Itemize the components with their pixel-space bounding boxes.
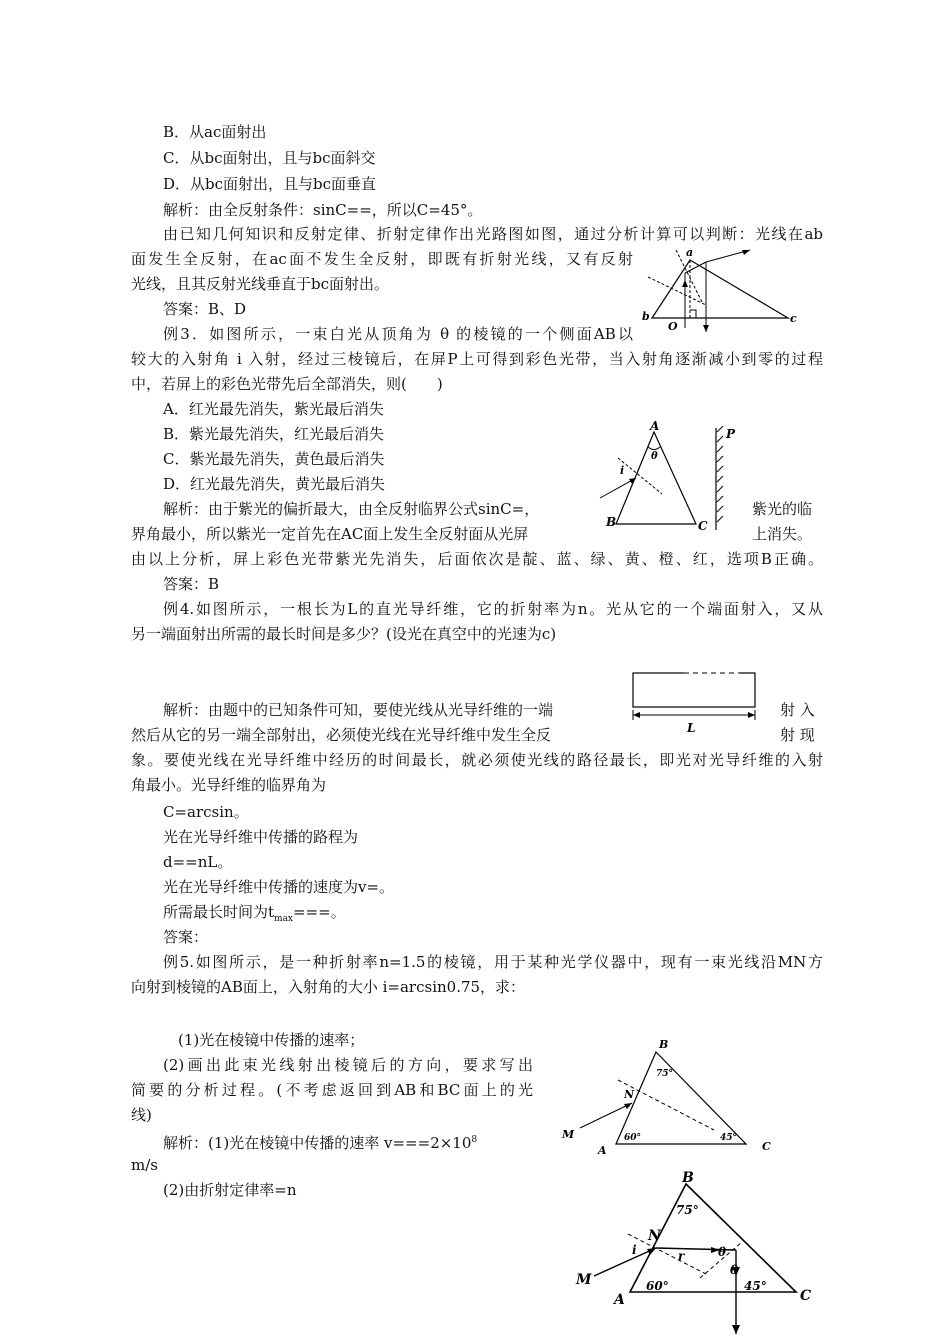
option-d-line: D．从bc面射出，且与bc面垂直 bbox=[163, 175, 377, 193]
analysis-line: 射 现 bbox=[780, 726, 815, 744]
formula-line: 所需最长时间为$t_{max}===$。 bbox=[163, 903, 346, 924]
label-angle-B: 75° bbox=[656, 1069, 674, 1079]
label-i: i bbox=[620, 464, 625, 477]
label-C: C bbox=[800, 1288, 812, 1304]
label-M: M bbox=[562, 1128, 575, 1141]
label-angle-A: 60° bbox=[624, 1133, 642, 1143]
label-N: N bbox=[624, 1088, 635, 1101]
label-theta-1: θ bbox=[718, 1245, 727, 1259]
label-angle-C: 45° bbox=[720, 1133, 738, 1143]
answer-line: 答案： bbox=[163, 928, 209, 946]
label-theta: θ bbox=[651, 451, 658, 462]
option-b-line: B．紫光最先消失，红光最后消失 bbox=[163, 425, 385, 443]
question-line: 简要的分析过程。(不考虑返回到AB和BC面上的光 bbox=[131, 1081, 533, 1099]
analysis-line: 界角最小，所以紫光一定首先在AC面上发生全反射面从光屏 bbox=[131, 525, 529, 543]
answer-line: 答案：B、D bbox=[163, 300, 247, 318]
analysis-line: 然后从它的另一端全部射出，必须使光线在光导纤维中发生全反 bbox=[131, 726, 552, 744]
label-angle-C: 45° bbox=[744, 1279, 767, 1293]
analysis-line: 由已知几何知识和反射定律、折射定律作出光路图如图，通过分析计算可以判断：光线在ab bbox=[163, 225, 823, 243]
label-B: B bbox=[682, 1170, 694, 1186]
figure-prism-75-60-45 bbox=[556, 1038, 786, 1158]
question-line: (2)画出此束光线射出棱镜后的方向，要求写出 bbox=[163, 1056, 533, 1074]
label-a: a bbox=[686, 246, 694, 259]
label-C: C bbox=[762, 1140, 771, 1153]
analysis-line: 象。要使光线在光导纤维中经历的时间最长，就必须使光线的路径最长，即光对光导纤维的入射 bbox=[131, 751, 823, 769]
label-theta-2: θ bbox=[730, 1263, 739, 1277]
label-A: A bbox=[614, 1292, 625, 1308]
formula-line: C=arcsin。 bbox=[163, 803, 249, 821]
label-M: M bbox=[576, 1272, 592, 1288]
label-B: B bbox=[606, 515, 617, 529]
example5-line: 例5.如图所示，是一种折射率n=1.5的棱镜，用于某种光学仪器中，现有一束光线沿MN方 bbox=[163, 953, 823, 971]
analysis-line: 光在光导纤维中传播的路程为 bbox=[163, 828, 359, 846]
analysis-line: 光在光导纤维中传播的速度为v=。 bbox=[163, 878, 395, 896]
example5-line: 向射到棱镜的AB面上，入射角的大小 i=arcsin0.75，求： bbox=[131, 978, 526, 996]
label-r: r bbox=[678, 1249, 685, 1263]
analysis-line: 解析：(1)光在棱镜中传播的速率 $v===2\times 10^8$ bbox=[163, 1134, 478, 1152]
figure-prism-screen bbox=[596, 418, 746, 536]
example4-line: 例4.如图所示，一根长为L的直光导纤维，它的折射率为n。光从它的一个端面射入，又从 bbox=[163, 600, 823, 618]
analysis-line: 角最小。光导纤维的临界角为 bbox=[131, 776, 327, 794]
figure-prism-ray-path bbox=[570, 1170, 830, 1340]
option-b-line: B．从ac面射出 bbox=[163, 123, 267, 141]
analysis-line: 光线，且其反射光线垂直于bc面射出。 bbox=[131, 275, 390, 293]
option-a-line: A．红光最先消失，紫光最后消失 bbox=[163, 400, 384, 418]
analysis-line: m/s bbox=[131, 1156, 158, 1174]
label-L: L bbox=[687, 721, 696, 735]
option-d-line: D．红光最先消失，黄光最后消失 bbox=[163, 475, 386, 493]
label-B: B bbox=[659, 1038, 669, 1051]
label-angle-A: 60° bbox=[646, 1279, 669, 1293]
label-c: c bbox=[790, 312, 797, 325]
option-c-line: C．紫光最先消失，黄色最后消失 bbox=[163, 450, 385, 468]
analysis-line: (2)由折射定律率=n bbox=[163, 1181, 297, 1199]
label-A: A bbox=[598, 1144, 607, 1157]
analysis-line: 解析：由全反射条件：sinC==，所以C=45°。 bbox=[163, 201, 483, 219]
analysis-line: 解析：由于紫光的偏折最大，由全反射临界公式sinC=， bbox=[163, 500, 540, 518]
question-line: (1)光在棱镜中传播的速率； bbox=[178, 1031, 365, 1049]
answer-line: 答案：B bbox=[163, 575, 220, 593]
analysis-line: 由以上分析，屏上彩色光带紫光先消失，后面依次是靛、蓝、绿、黄、橙、红，选项B正确。 bbox=[131, 550, 823, 568]
example4-line: 另一端面射出所需的最长时间是多少？(设光在真空中的光速为c) bbox=[131, 625, 557, 643]
label-b: b bbox=[642, 310, 650, 323]
option-c-line: C．从bc面射出，且与bc面斜交 bbox=[163, 149, 376, 167]
label-angle-B: 75° bbox=[676, 1203, 699, 1217]
label-i: i bbox=[632, 1243, 637, 1257]
example3-line: 例3．如图所示，一束白光从顶角为 θ 的棱镜的一个侧面AB以 bbox=[163, 325, 633, 343]
example3-line: 中，若屏上的彩色光带先后全部消失，则( ) bbox=[131, 375, 443, 393]
figure-prism-abc bbox=[640, 240, 810, 333]
analysis-line: 紫光的临 bbox=[752, 500, 813, 518]
label-C: C bbox=[698, 519, 708, 533]
analysis-line: 解析：由题中的已知条件可知，要使光线从光导纤维的一端 bbox=[163, 701, 554, 719]
figure-optical-fiber bbox=[630, 670, 760, 740]
label-A: A bbox=[650, 419, 660, 433]
analysis-line: 面发生全反射，在ac面不发生全反射，即既有折射光线，又有反射 bbox=[131, 250, 633, 268]
label-P: P bbox=[726, 427, 736, 441]
label-N: N bbox=[648, 1228, 661, 1244]
formula-line: d==nL。 bbox=[163, 853, 233, 871]
label-o: O bbox=[668, 320, 678, 333]
example3-line: 较大的入射角 i 入射，经过三棱镜后，在屏P上可得到彩色光带，当入射角逐渐减小到零的过程 bbox=[131, 350, 823, 368]
question-line: 线) bbox=[131, 1106, 152, 1124]
analysis-line: 上消失。 bbox=[752, 525, 813, 543]
analysis-line: 射 入 bbox=[780, 701, 815, 719]
